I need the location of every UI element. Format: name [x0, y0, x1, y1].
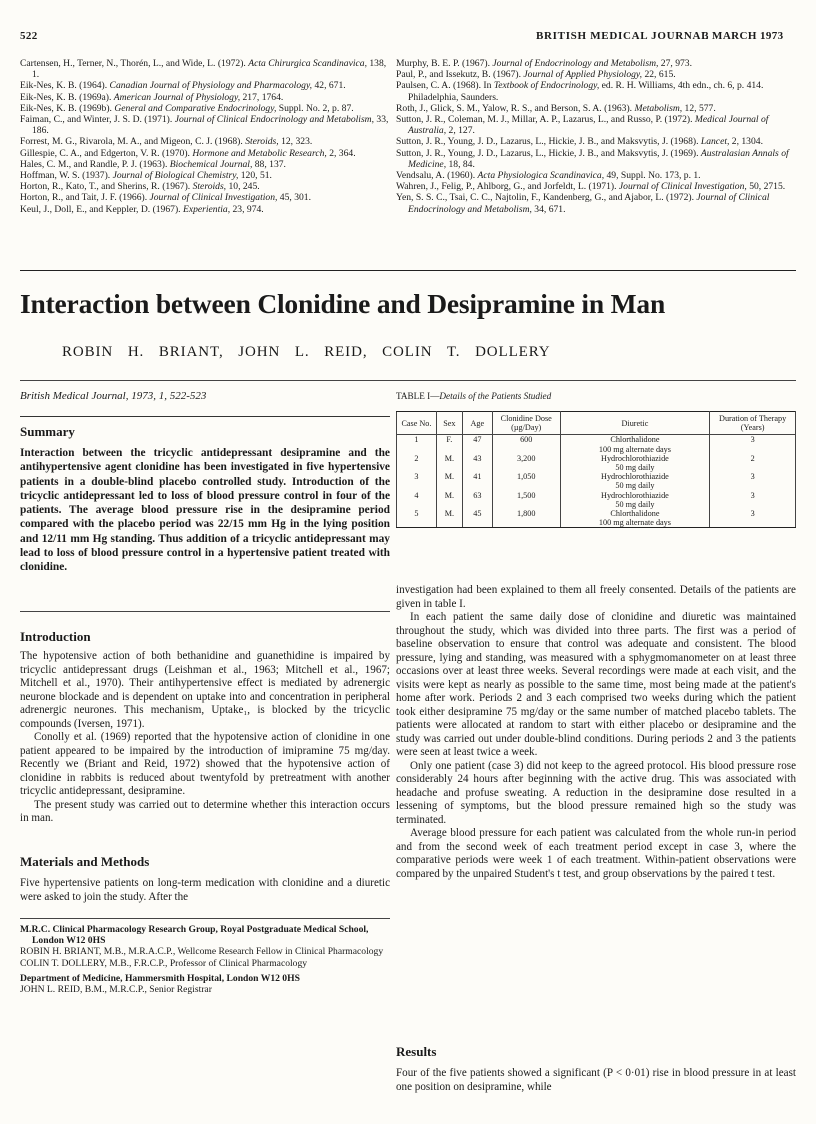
reference-journal: Steroids,	[245, 136, 279, 148]
cell-age: 43	[462, 454, 492, 472]
reference-details: 23, 974.	[230, 203, 264, 215]
affiliation-rule	[20, 918, 390, 919]
cell-diuretic	[560, 454, 710, 472]
reference-entry	[396, 148, 796, 170]
diuretic-dose: 50 mg daily	[615, 499, 655, 509]
reference-journal: General and Comparative Endocrinology,	[114, 102, 277, 114]
reference-journal: Hormone and Metabolic Research,	[192, 147, 327, 159]
reference-entry	[20, 170, 390, 181]
reference-authors: Hales, C. M., and Randle, P. J. (1963).	[20, 158, 168, 170]
affiliation-group: M.R.C. Clinical Pharmacology Research Group, Royal Postgraduate Medical School, London W12 0HS	[20, 924, 369, 947]
reference-entry	[396, 170, 796, 181]
reference-journal: Journal of Endocrinology and Metabolism,	[492, 58, 659, 69]
reference-authors: Hoffman, W. S. (1937).	[20, 170, 111, 182]
table-caption	[396, 391, 551, 401]
patients-table	[396, 411, 796, 528]
author-role: B.M., M.R.C.P., Senior Registrar	[82, 984, 212, 996]
cell-diuretic	[560, 472, 710, 490]
article-title: Interaction between Clonidine and Desipramine in Man	[20, 288, 666, 319]
reference-journal: Journal of Clinical Investigation,	[618, 181, 747, 193]
diuretic-name: Hydrochlorothiazide	[601, 453, 669, 463]
diuretic-dose: 100 mg alternate days	[598, 444, 671, 454]
summary-top-rule	[20, 416, 390, 417]
reference-entry	[396, 58, 796, 69]
author-name: JOHN L. REID,	[20, 984, 83, 996]
cell-duration: 2	[710, 454, 796, 472]
reference-details: 45, 301.	[277, 192, 311, 204]
reference-authors: Sutton, J. R., Young, J. D., Lazarus, L., Hickie, J. B., and Maksvytis, J. (1968).	[396, 136, 699, 148]
table-header: Sex	[436, 412, 462, 435]
cell-case: 2	[397, 454, 437, 472]
reference-journal: Lancet,	[700, 136, 730, 148]
reference-details: 138, 1.	[32, 58, 387, 81]
reference-journal: Journal of Clinical Endocrinology and Metabolism,	[174, 114, 375, 126]
title-rule	[20, 270, 796, 271]
reference-authors: Murphy, B. E. P. (1967).	[396, 58, 490, 69]
reference-authors: Paul, P., and Issekutz, B. (1967).	[396, 69, 521, 81]
reference-entry	[20, 181, 390, 192]
cell-dose: 3,200	[492, 454, 560, 472]
reference-details: Suppl. No. 2, p. 87.	[276, 102, 354, 114]
reference-authors: Vendsalu, A. (1960).	[396, 170, 476, 182]
table-row	[397, 509, 796, 528]
reference-journal: Acta Physiologica Scandinavica,	[477, 170, 605, 182]
table-header: Diuretic	[560, 412, 710, 435]
reference-authors: Sutton, J. R., Coleman, M. J., Millar, A. P., Lazarus, L., and Russo, P. (1972).	[396, 114, 693, 126]
cell-sex: M.	[436, 454, 462, 472]
cell-duration: 3	[710, 491, 796, 509]
diuretic-dose: 50 mg daily	[615, 463, 655, 473]
reference-details: 22, 615.	[642, 69, 676, 81]
reference-journal: Textbook of Endocrinology,	[493, 80, 600, 92]
cell-duration: 3	[710, 509, 796, 528]
reference-authors: Horton, R., and Tait, J. F. (1966).	[20, 192, 148, 204]
reference-journal: Journal of Clinical Endocrinology and Metabolism,	[408, 192, 770, 215]
table-header: Case No.	[397, 412, 437, 435]
reference-entry	[396, 69, 796, 80]
cell-age: 41	[462, 472, 492, 490]
reference-journal: Journal of Clinical Investigation,	[149, 192, 278, 204]
cell-sex: F.	[436, 435, 462, 454]
reference-journal: Metabolism,	[634, 102, 683, 114]
reference-entry	[20, 204, 390, 215]
reference-details: ed. R. H. Williams, 4th edn., ch. 6, p. 414. Philadelphia, Saunders.	[408, 80, 764, 103]
reference-journal: Journal of Applied Physiology,	[523, 69, 643, 81]
reference-entry	[396, 114, 796, 136]
journal-name: BRITISH MEDICAL JOURNAL	[536, 30, 710, 42]
intro-paragraph: Conolly et al. (1969) reported that the hypotensive action of clonidine in one patient appeared to be impaired by the introduction of imipramine 75 mg/day. Recently we (Briant and Reid, 1972) showed that the hypotensive action of clonidine in rabbits is reduced about twentyfold by pretreatment with another tricyclic antidepressant, desipramine.	[20, 731, 390, 797]
cell-diuretic	[560, 435, 710, 454]
materials-paragraph: Five hypertensive patients on long-term medication with clonidine and a diuretic were asked to join the study. After the	[20, 877, 390, 903]
reference-authors: Yen, S. S. C., Tsai, C. C., Najtolin, F., Kandenberg, G., and Ajabor, L. (1972).	[396, 192, 694, 204]
reference-journal: Canadian Journal of Physiology and Pharmacology,	[109, 80, 313, 92]
reference-authors: Wahren, J., Felig, P., Ahlborg, G., and Jorfeldt, L. (1971).	[396, 181, 617, 193]
reference-details: 2, 127.	[446, 125, 475, 137]
reference-entry	[20, 148, 390, 159]
cell-case: 3	[397, 472, 437, 490]
cell-age: 63	[462, 491, 492, 509]
methods-paragraph: investigation had been explained to them all freely consented. Details of the patients are given in table I.	[396, 584, 796, 610]
reference-details: 34, 671.	[531, 203, 566, 215]
page-number: 522	[20, 30, 38, 42]
reference-details: 49, Suppl. No. 173, p. 1.	[604, 170, 701, 182]
reference-entry	[20, 58, 390, 80]
cell-sex: M.	[436, 472, 462, 490]
affiliations	[20, 924, 390, 995]
reference-authors: Sutton, J. R., Young, J. D., Lazarus, L., Hickie, J. B., and Maksvytis, J. (1969).	[396, 147, 699, 159]
author-rule	[20, 380, 796, 381]
results-paragraph: Four of the five patients showed a significant (P < 0·01) rise in blood pressure in at least one position on desipramine, while	[396, 1067, 796, 1093]
reference-entry	[20, 103, 390, 114]
diuretic-name: Hydrochlorothiazide	[601, 472, 669, 482]
reference-details: 2, 364.	[326, 147, 356, 159]
reference-entry	[20, 159, 390, 170]
cell-sex: M.	[436, 509, 462, 528]
cell-case: 5	[397, 509, 437, 528]
reference-authors: Eik-Nes, K. B. (1969a).	[20, 91, 112, 103]
cell-diuretic	[560, 491, 710, 509]
table-caption-text: Details of the Patients Studied	[439, 391, 552, 401]
table-caption-label: TABLE I—	[396, 391, 440, 401]
cell-sex: M.	[436, 491, 462, 509]
reference-entry	[396, 136, 796, 147]
diuretic-dose: 100 mg alternate days	[598, 518, 671, 528]
diuretic-name: Chlorthalidone	[610, 435, 660, 445]
reference-details: 10, 245.	[226, 181, 260, 193]
reference-authors: Horton, R., Kato, T., and Sherins, R. (1967).	[20, 181, 191, 193]
summary-heading: Summary	[20, 424, 75, 439]
reference-entry	[396, 80, 796, 102]
introduction-body	[20, 650, 390, 826]
materials-heading: Materials and Methods	[20, 854, 150, 869]
table-header: Clonidine Dose (µg/Day)	[492, 412, 560, 435]
reference-entry	[20, 136, 390, 147]
author-name: COLIN T. DOLLERY,	[20, 957, 107, 969]
reference-details: 33, 186.	[32, 114, 389, 137]
reference-authors: Eik-Nes, K. B. (1964).	[20, 80, 108, 92]
reference-authors: Paulsen, C. A. (1968). In	[396, 80, 492, 92]
reference-authors: Forrest, M. G., Rivarola, M. A., and Migeon, C. J. (1968).	[20, 136, 243, 148]
reference-entry	[396, 181, 796, 192]
reference-entry	[396, 103, 796, 114]
cell-diuretic	[560, 509, 710, 528]
reference-entry	[20, 80, 390, 91]
reference-details: 50, 2715.	[746, 181, 786, 193]
table-row	[397, 454, 796, 472]
reference-details: 27, 973.	[658, 58, 692, 69]
diuretic-name: Chlorthalidone	[610, 509, 660, 519]
reference-details: 12, 323.	[278, 136, 313, 148]
issue-date: 3 MARCH 1973	[703, 30, 784, 42]
reference-journal: Biochemical Journal,	[169, 158, 253, 170]
methods-paragraph: Only one patient (case 3) did not keep to the agreed protocol. His blood pressure rose considerably 24 hours after beginning with the active drug. This was associated with headache and profuse sweating. A reduction in the desipramine dose resulted in a lessening of symptoms, but the blood pressure remained high so the study was terminated.	[396, 759, 796, 826]
table-row	[397, 435, 796, 454]
reference-details: 217, 1764.	[240, 91, 284, 103]
reference-details: 2, 1304.	[729, 136, 763, 148]
introduction-heading: Introduction	[20, 629, 91, 644]
cell-case: 1	[397, 435, 437, 454]
reference-journal: Acta Chirurgica Scandinavica,	[248, 58, 367, 69]
reference-authors: Keul, J., Doll, E., and Keppler, D. (1967).	[20, 203, 181, 215]
reference-journal: Medical Journal of Australia,	[408, 114, 769, 137]
references-right	[396, 58, 796, 215]
reference-journal: American Journal of Physiology,	[113, 91, 241, 103]
cell-dose: 1,050	[492, 472, 560, 490]
cell-age: 45	[462, 509, 492, 528]
reference-authors: Roth, J., Glick, S. M., Yalow, R. S., and Berson, S. A. (1963).	[396, 102, 633, 114]
cell-dose: 1,800	[492, 509, 560, 528]
cell-dose: 600	[492, 435, 560, 454]
summary-text: Interaction between the tricyclic antidepressant desipramine and the antihypertensive agent clonidine has been investigated in five hypertensive patients in a double-blind placebo controlled study. Introduction of the tricyclic antidepressant led to loss of blood pressure control in four of the patients. The average blood pressure rise in the desipramine period compared with the placebo period was 22/15 mm Hg in the lying position and 12/11 mm Hg standing. Thus addition of a tricyclic antidepressant may lead to loss of blood pressure control in a hypertensive patient treated with clonidine.	[20, 447, 390, 574]
cell-dose: 1,500	[492, 491, 560, 509]
results-heading: Results	[396, 1044, 437, 1059]
table-header: Duration of Therapy (Years)	[710, 412, 796, 435]
reference-details: 12, 577.	[682, 102, 716, 114]
cell-duration: 3	[710, 435, 796, 454]
reference-journal: Australasian Annals of Medicine,	[408, 147, 789, 170]
reference-details: 120, 51.	[238, 170, 272, 182]
cell-age: 47	[462, 435, 492, 454]
table-row	[397, 491, 796, 509]
author-name: ROBIN H. BRIANT,	[20, 946, 102, 958]
cell-case: 4	[397, 491, 437, 509]
author-role: M.B., M.R.A.C.P., Wellcome Research Fellow in Clinical Pharmacology	[101, 946, 384, 958]
intro-paragraph: The hypotensive action of both bethanidine and guanethidine is impaired by tricyclic antidepressant drugs (Leishman et al., 1963; Mitchell et al., 1967; Mitchell et al., 1970). Their antihypertensive effect is mediated by adrenergic neurone blockade and is dependent on uptake into and concentration in peripheral adrenergic neurones. This mechanism, Uptake₁, is blocked by the tricyclic compounds (Iversen, 1971).	[20, 650, 390, 730]
reference-authors: Faiman, C., and Winter, J. S. D. (1971).	[20, 114, 173, 126]
reference-entry	[20, 114, 390, 136]
article-authors: ROBIN H. BRIANT, JOHN L. REID, COLIN T. DOLLERY	[62, 344, 551, 360]
reference-entry	[20, 192, 390, 203]
table-header-row	[397, 412, 796, 435]
author-role: M.B., F.R.C.P., Professor of Clinical Pharmacology	[106, 957, 308, 969]
summary-bottom-rule	[20, 611, 390, 612]
article-citation: British Medical Journal, 1973, 1, 522-523	[20, 390, 207, 402]
reference-journal: Experientia,	[182, 203, 231, 215]
reference-authors: Cartensen, H., Terner, N., Thorén, L., and Wide, L. (1972).	[20, 58, 246, 69]
methods-paragraph: Average blood pressure for each patient was calculated from the whole run-in period and from the second week of each treatment period except in case 3, where the comparative periods were week 1 of each treatment. Within-patient observations were compared by the unpaired Student's t test, and group observations by the paired t test.	[396, 827, 796, 880]
methods-paragraph: In each patient the same daily dose of clonidine and diuretic was maintained throughout the study, which was divided into three parts. The first was a period of baseline observation to ensure that control was adequate and consistent. The blood pressure, lying and standing, was measured with a sphygmomanometer on at least three occasions over at least three weeks. Several recordings were made at each visit, and the visits were kept as nearly as possible to the same time, most being made at the patient's home after work. Periods 2 and 3 each comprised two weeks during which the patient took either desipramine 75 mg/day or the same number of matched placebo tablets. The patients were allocated at random to start with either placebo or desipramine and the study was carried out under double-blind conditions. During periods 2 and 3 the patients were seen at least twice a week.	[396, 611, 796, 758]
reference-entry	[20, 92, 390, 103]
table-row	[397, 472, 796, 490]
diuretic-dose: 50 mg daily	[615, 481, 655, 491]
reference-details: 88, 137.	[252, 158, 286, 170]
reference-details: 42, 671.	[312, 80, 346, 92]
cell-duration: 3	[710, 472, 796, 490]
diuretic-name: Hydrochlorothiazide	[601, 490, 669, 500]
reference-authors: Gillespie, C. A., and Edgerton, V. R. (1970).	[20, 147, 190, 159]
intro-paragraph: The present study was carried out to determine whether this interaction occurs in man.	[20, 798, 390, 824]
reference-details: 18, 84.	[446, 158, 475, 170]
reference-journal: Steroids,	[192, 181, 227, 193]
references-left	[20, 58, 390, 215]
reference-authors: Eik-Nes, K. B. (1969b).	[20, 102, 112, 114]
affiliation-department: Department of Medicine, Hammersmith Hospital, London W12 0HS	[20, 972, 300, 984]
reference-journal: Journal of Biological Chemistry,	[112, 170, 239, 182]
methods-continued	[396, 584, 796, 881]
table-header: Age	[462, 412, 492, 435]
reference-entry	[396, 192, 796, 214]
